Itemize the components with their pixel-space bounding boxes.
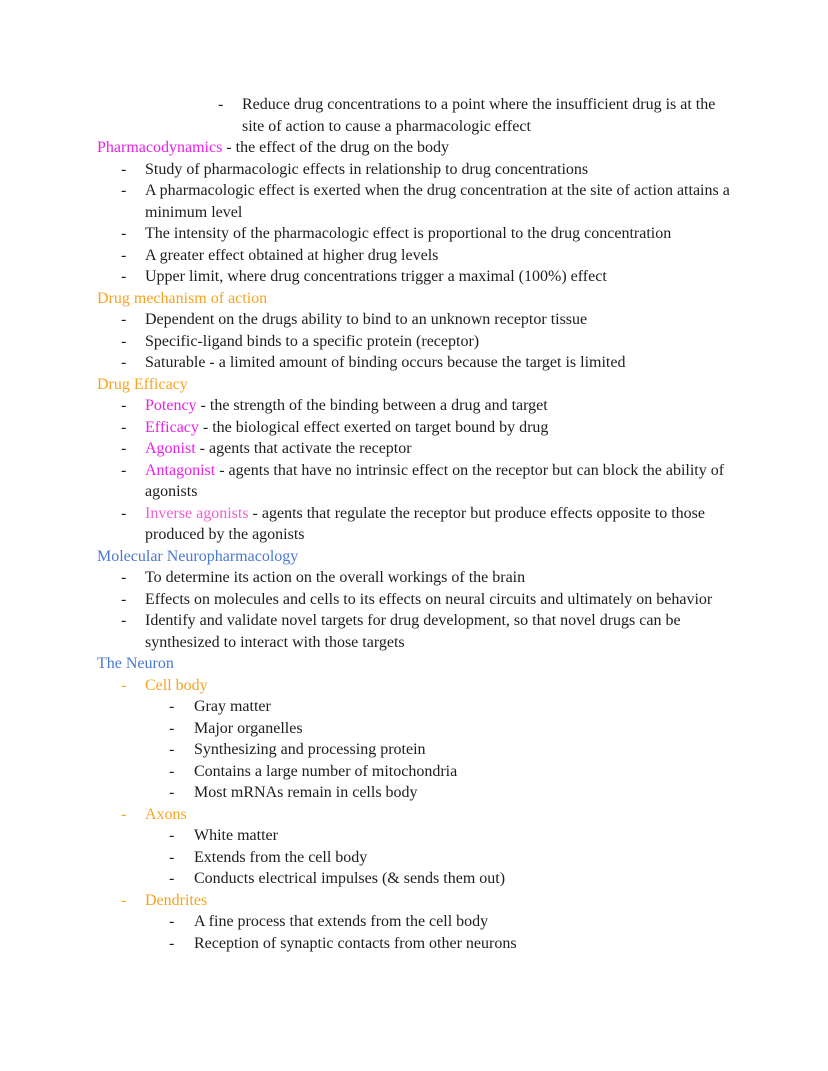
- bullet-dash: -: [121, 590, 127, 608]
- heading-molecular-neuropharmacology: [97, 546, 731, 568]
- list-item: [97, 331, 731, 353]
- paragraph-text: Synthesizing and processing protein: [194, 741, 426, 758]
- heading-the-neuron: [97, 653, 731, 675]
- bullet-dash: -: [121, 440, 127, 457]
- paragraph-text: Specific-ligand binds to a specific protein (receptor): [145, 332, 480, 350]
- paragraph-text: - the effect of the drug on the body: [222, 139, 450, 156]
- paragraph-text: Reduce drug concentrations to a point where the insufficient drug is at the site of action to cause a pharmacologic effect: [242, 96, 716, 135]
- bullet-dash: -: [169, 719, 175, 737]
- heading-term: Drug mechanism of action: [97, 289, 268, 307]
- list-item: [97, 868, 731, 890]
- list-item: [97, 180, 731, 223]
- bullet-dash: -: [121, 891, 127, 909]
- list-item: [97, 761, 731, 783]
- bullet-dash: -: [121, 418, 127, 436]
- paragraph-text: Identify and validate novel targets for drug development, so that novel drugs can be synthesized to interact with those targets: [145, 612, 681, 651]
- bullet-dash: -: [169, 741, 175, 758]
- paragraph-text: Reception of synaptic contacts from other neurons: [194, 934, 517, 952]
- paragraph-text: Saturable - a limited amount of binding occurs because the target is limited: [145, 354, 626, 371]
- heading-term: Molecular Neuropharmacology: [97, 547, 299, 565]
- paragraph-text: Extends from the cell body: [194, 848, 368, 866]
- list-item: [97, 245, 731, 267]
- paragraph-text: - the strength of the binding between a drug and target: [196, 397, 548, 414]
- paragraph-text: Most mRNAs remain in cells body: [194, 784, 418, 801]
- paragraph-text: To determine its action on the overall workings of the brain: [145, 569, 526, 586]
- bullet-dash: -: [121, 676, 127, 694]
- bullet-dash: -: [121, 225, 127, 242]
- paragraph-text: Gray matter: [194, 698, 271, 715]
- subheading-term: Dendrites: [145, 891, 208, 909]
- heading-term: The Neuron: [97, 655, 174, 672]
- paragraph-text: Major organelles: [194, 719, 303, 737]
- paragraph-text: Conducts electrical impulses (& sends them out): [194, 870, 506, 887]
- paragraph-text: A pharmacologic effect is exerted when the drug concentration at the site of action attains a minimum level: [145, 182, 730, 221]
- paragraph-text: Effects on molecules and cells to its effects on neural circuits and ultimately on behavior: [145, 590, 713, 608]
- paragraph-text: A greater effect obtained at higher drug levels: [145, 246, 439, 264]
- paragraph-text: Upper limit, where drug concentrations trigger a maximal (100%) effect: [145, 268, 607, 285]
- heading-term: Pharmacodynamics: [97, 139, 223, 156]
- bullet-dash: -: [169, 870, 175, 887]
- list-item: [97, 395, 731, 417]
- paragraph-text: A fine process that extends from the cell body: [194, 913, 489, 930]
- bullet-dash: -: [169, 762, 175, 780]
- bullet-dash: -: [121, 805, 127, 823]
- heading-drug-mechanism-of-action: [97, 288, 731, 310]
- bullet-dash: -: [121, 182, 127, 199]
- subheading-term: Cell body: [145, 676, 208, 694]
- list-item: [97, 94, 731, 137]
- subheading-cell-body: [97, 675, 731, 697]
- bullet-dash: -: [121, 246, 127, 264]
- subheading-term: Axons: [145, 805, 187, 823]
- list-item: [97, 438, 731, 460]
- heading-drug-efficacy: [97, 374, 731, 396]
- paragraph-text: Study of pharmacologic effects in relationship to drug concentrations: [145, 160, 589, 178]
- term-antagonist: Antagonist: [145, 461, 216, 479]
- list-item: [97, 417, 731, 439]
- notes-document: [97, 94, 731, 954]
- paragraph-text: - the biological effect exerted on target bound by drug: [198, 418, 549, 436]
- bullet-dash: -: [169, 698, 175, 715]
- bullet-dash: -: [169, 784, 175, 801]
- bullet-dash: -: [121, 332, 127, 350]
- list-item: [97, 159, 731, 181]
- list-item: [97, 782, 731, 804]
- heading-term: Drug Efficacy: [97, 375, 188, 393]
- list-item: [97, 847, 731, 869]
- bullet-dash: -: [121, 612, 127, 629]
- bullet-dash: -: [121, 354, 127, 371]
- list-item: [97, 266, 731, 288]
- list-item: [97, 309, 731, 331]
- list-item: [97, 223, 731, 245]
- paragraph-text: White matter: [194, 827, 278, 844]
- heading-pharmacodynamics: [97, 137, 731, 159]
- paragraph-text: - agents that regulate the receptor but produce effects opposite to those produced by the agonists: [145, 504, 705, 543]
- paragraph-text: The intensity of the pharmacologic effect is proportional to the drug concentration: [145, 225, 672, 242]
- term-agonist: Agonist: [145, 440, 196, 457]
- term-potency: Potency: [145, 397, 197, 414]
- bullet-dash: -: [169, 827, 175, 844]
- bullet-dash: -: [169, 934, 175, 952]
- bullet-dash: -: [121, 397, 127, 414]
- list-item: [97, 567, 731, 589]
- bullet-dash: -: [218, 96, 224, 113]
- list-item: [97, 718, 731, 740]
- bullet-dash: -: [169, 848, 175, 866]
- bullet-dash: -: [121, 569, 127, 586]
- list-item: [97, 825, 731, 847]
- bullet-dash: -: [121, 311, 127, 328]
- list-item: [97, 911, 731, 933]
- subheading-dendrites: [97, 890, 731, 912]
- bullet-dash: -: [121, 160, 127, 178]
- bullet-dash: -: [169, 913, 175, 930]
- term-inverse-agonists: Inverse agonists: [145, 504, 249, 522]
- list-item: [97, 460, 731, 503]
- bullet-dash: -: [121, 461, 127, 479]
- term-efficacy: Efficacy: [145, 418, 199, 436]
- paragraph-text: Dependent on the drugs ability to bind to an unknown receptor tissue: [145, 311, 588, 328]
- list-item: [97, 352, 731, 374]
- list-item: [97, 610, 731, 653]
- list-item: [97, 933, 731, 955]
- list-item: [97, 589, 731, 611]
- list-item: [97, 503, 731, 546]
- paragraph-text: - agents that activate the receptor: [195, 440, 412, 457]
- bullet-dash: -: [121, 268, 127, 285]
- paragraph-text: - agents that have no intrinsic effect on the receptor but can block the ability of agonists: [145, 461, 725, 500]
- bullet-dash: -: [121, 504, 127, 522]
- subheading-axons: [97, 804, 731, 826]
- paragraph-text: Contains a large number of mitochondria: [194, 762, 458, 780]
- list-item: [97, 739, 731, 761]
- list-item: [97, 696, 731, 718]
